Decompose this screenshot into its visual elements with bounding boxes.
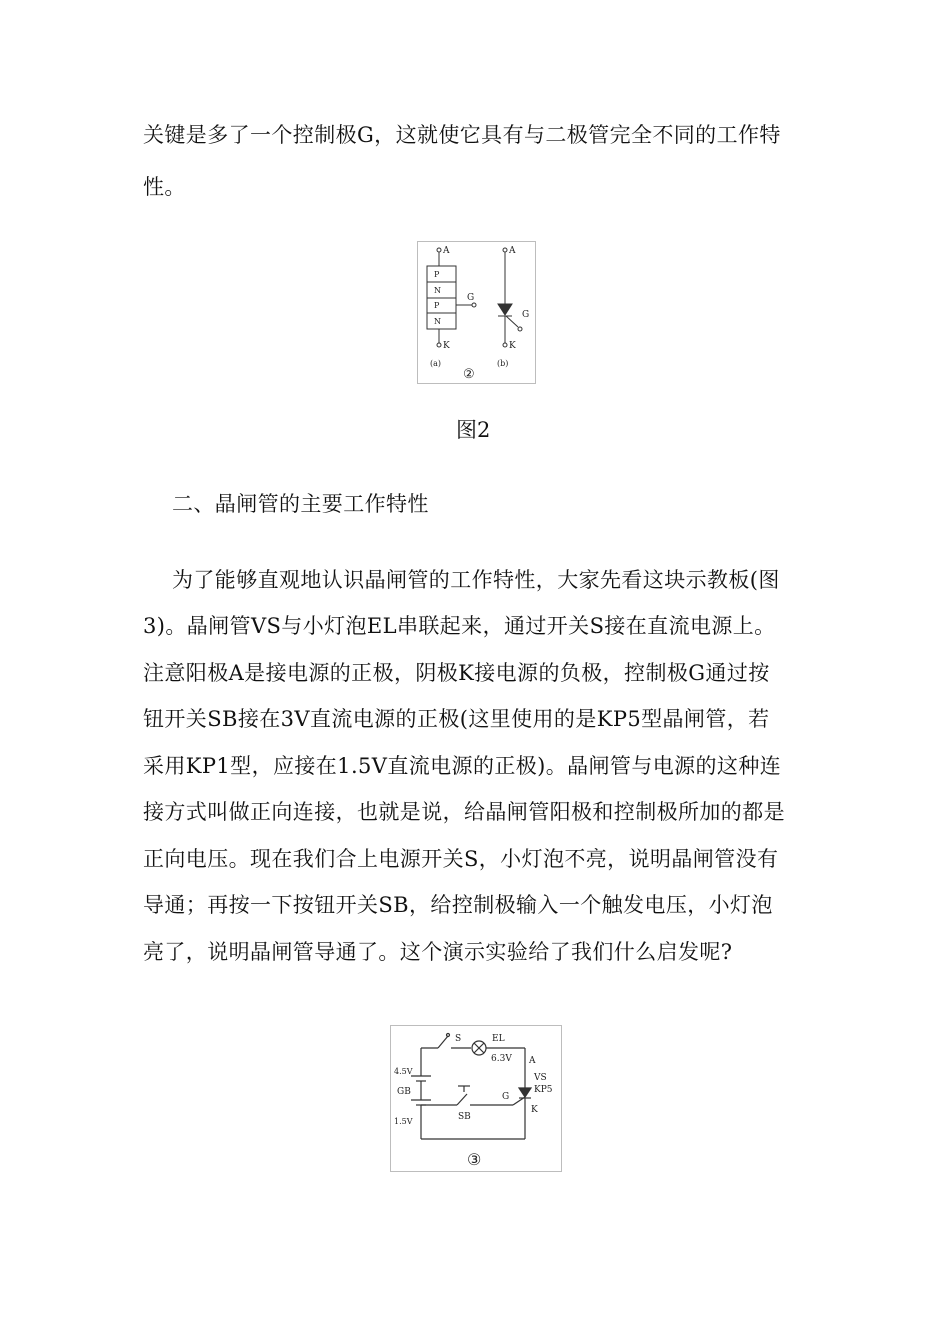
figure-number-2: ② bbox=[463, 367, 475, 382]
label-layer-p1: P bbox=[434, 270, 440, 279]
label-kp5: KP5 bbox=[534, 1085, 553, 1095]
label-lamp-el: EL bbox=[492, 1034, 505, 1044]
figure-number-3: ③ bbox=[467, 1150, 482, 1169]
figure-2-thyristor-structure bbox=[417, 241, 536, 384]
label-switch-s: S bbox=[455, 1034, 462, 1044]
label-vs: VS bbox=[534, 1073, 547, 1083]
body-text-line: 接方式叫做正向连接，也就是说，给晶闸管阳极和控制极所加的都是 bbox=[143, 800, 785, 824]
section-heading: 二、晶闸管的主要工作特性 bbox=[172, 492, 429, 516]
label-voltage-15: 1.5V bbox=[394, 1117, 413, 1126]
body-text-line: 导通；再按一下按钮开关SB，给控制极输入一个触发电压，小灯泡 bbox=[143, 893, 773, 917]
label-b: (b) bbox=[497, 359, 509, 368]
label-battery-gb: GB bbox=[397, 1087, 411, 1097]
label-anode-b: A bbox=[509, 246, 516, 256]
label-layer-n2: N bbox=[434, 317, 441, 326]
body-text-line: 3)。晶闸管VS与小灯泡EL串联起来，通过开关S接在直流电源上。 bbox=[143, 614, 776, 638]
thyristor-symbol-b bbox=[498, 248, 522, 347]
label-layer-n1: N bbox=[434, 286, 441, 295]
label-gate-a: G bbox=[467, 293, 475, 303]
body-text-line: 采用KP1型，应接在1.5V直流电源的正极)。晶闸管与电源的这种连 bbox=[143, 754, 782, 778]
label-gate-b: G bbox=[522, 310, 530, 320]
label-cathode-b: K bbox=[509, 341, 516, 351]
label-anode: A bbox=[529, 1056, 536, 1066]
label-button-sb: SB bbox=[458, 1112, 471, 1122]
body-text-line: 钮开关SB接在3V直流电源的正极(这里使用的是KP5型晶闸管，若 bbox=[143, 707, 770, 731]
label-cathode: K bbox=[531, 1105, 538, 1115]
body-text-line: 亮了，说明晶闸管导通了。这个演示实验给了我们什么启发呢? bbox=[143, 940, 733, 964]
body-text-line: 注意阳极A是接电源的正极，阴极K接电源的负极，控制极G通过按 bbox=[143, 661, 770, 685]
label-anode-a: A bbox=[443, 246, 450, 256]
label-voltage-45: 4.5V bbox=[394, 1067, 413, 1076]
body-text-line: 关键是多了一个控制极G，这就使它具有与二极管完全不同的工作特 bbox=[143, 123, 781, 147]
body-text-line: 为了能够直观地认识晶闸管的工作特性，大家先看这块示教板(图 bbox=[172, 568, 780, 592]
label-layer-p2: P bbox=[434, 301, 440, 310]
circuit-wires bbox=[411, 1034, 531, 1140]
label-lamp-rating: 6.3V bbox=[491, 1054, 512, 1064]
label-a: (a) bbox=[430, 359, 442, 368]
body-text-line: 性。 bbox=[143, 175, 186, 199]
figure-3-circuit-diagram bbox=[390, 1025, 562, 1172]
label-gate: G bbox=[502, 1092, 510, 1102]
body-text-line: 正向电压。现在我们合上电源开关S，小灯泡不亮，说明晶闸管没有 bbox=[143, 847, 779, 871]
label-cathode-a: K bbox=[443, 341, 450, 351]
figure-2-caption: 图2 bbox=[456, 418, 491, 442]
